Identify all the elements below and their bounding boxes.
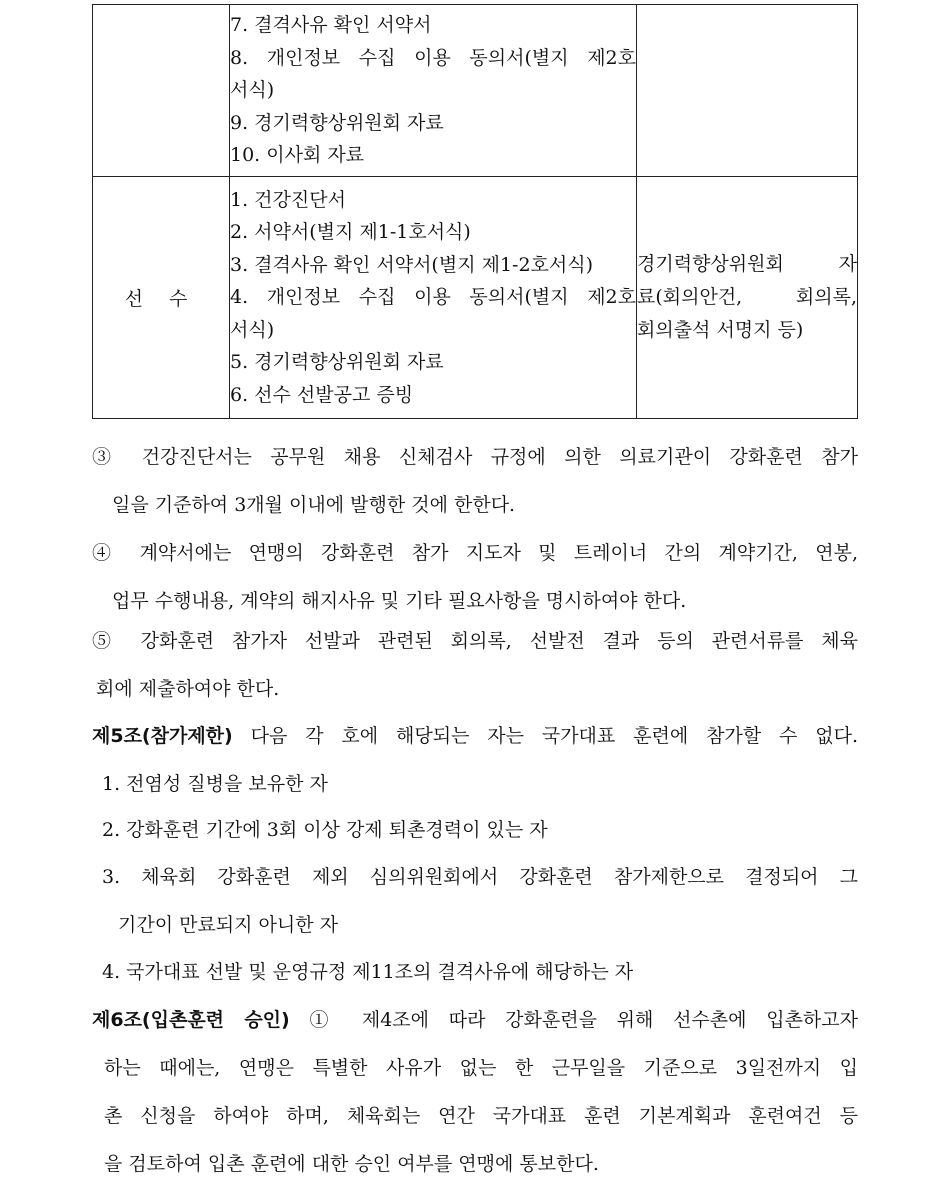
paragraph-line: 회에 제출하여야 한다. [96, 678, 280, 700]
article-text: 다음 각 호에 해당되는 자는 국가대표 훈련에 참가할 수 없다. [250, 725, 858, 747]
row-label-empty [93, 5, 230, 177]
paragraph-line: 하는 때에는, 연맹은 특별한 사유가 없는 한 근무일을 기준으로 3일전까지 입 [104, 1057, 858, 1079]
document-list [230, 177, 637, 419]
remarks-line: 경기력향상위원회 자 [637, 253, 857, 275]
article-5-header [92, 712, 858, 760]
article-5 [92, 712, 858, 760]
paragraph-3 [92, 433, 858, 529]
list-item-continuation: 서식) [230, 79, 275, 102]
remarks-cell [637, 177, 858, 419]
remarks-line: 료(회의안건, 회의록, [637, 286, 857, 308]
list-item: 5. 경기력향상위원회 자료 [230, 351, 444, 374]
article-text: ① 제4조에 따라 강화훈련을 위해 선수촌에 입촌하고자 [309, 1009, 858, 1031]
remarks-line: 회의출석 서명지 등) [637, 319, 804, 341]
paragraph-line: 을 검토하여 입촌 훈련에 대한 승인 여부를 연맹에 통보한다. [104, 1153, 599, 1175]
paragraph-4 [92, 529, 858, 625]
document-list [230, 5, 637, 177]
documents-table [92, 4, 858, 419]
list-item: 6. 선수 선발공고 증빙 [230, 383, 414, 406]
article-heading: 제6조(입촌훈련 승인) [92, 1009, 290, 1031]
paragraph-line: 일을 기준하여 3개월 이내에 발행한 것에 한한다. [112, 494, 516, 516]
paragraph-line: ⑤ 강화훈련 참가자 선발과 관련된 회의록, 선발전 결과 등의 관련서류를 체육 [92, 630, 858, 652]
list-item-continuation: 기간이 만료되지 아니한 자 [118, 914, 339, 936]
list-item: 1. 건강진단서 [230, 188, 346, 211]
list-item: 4. 국가대표 선발 및 운영규정 제11조의 결격사유에 해당하는 자 [102, 961, 634, 983]
list-item: 2. 서약서(별지 제1-1호서식) [230, 221, 471, 244]
paragraph-line: 촌 신청을 하여야 하며, 체육회는 연간 국가대표 훈련 기본계획과 훈련여건 등 [104, 1105, 858, 1127]
row-label-athlete: 선 수 [93, 177, 230, 419]
paragraph-line: ③ 건강진단서는 공무원 채용 신체검사 규정에 의한 의료기관이 강화훈련 참가 [92, 446, 858, 468]
list-item: 10. 이사회 자료 [230, 144, 365, 167]
list-item: 4. 개인정보 수집 이용 동의서(별지 제2호 [230, 286, 636, 309]
list-item: 7. 결격사유 확인 서약서 [230, 14, 432, 37]
list-item: 1. 전염성 질병을 보유한 자 [102, 773, 328, 795]
article-6 [92, 996, 858, 1188]
list-item: 8. 개인정보 수집 이용 동의서(별지 제2호 [230, 46, 636, 69]
list-item: 3. 체육회 강화훈련 제외 심의위원회에서 강화훈련 참가제한으로 결정되어 그 [102, 866, 858, 888]
paragraph-5 [92, 617, 858, 713]
remarks-empty [637, 5, 858, 177]
list-item: 9. 경기력향상위원회 자료 [230, 111, 444, 134]
table-row [93, 177, 858, 419]
list-item: 3. 결격사유 확인 서약서(별지 제1-2호서식) [230, 253, 594, 276]
paragraph-line: 업무 수행내용, 계약의 해지사유 및 기타 필요사항을 명시하여야 한다. [112, 590, 687, 612]
list-item: 2. 강화훈련 기간에 3회 이상 강제 퇴촌경력이 있는 자 [102, 819, 548, 841]
list-item-continuation: 서식) [230, 318, 275, 341]
article-6-header [92, 996, 858, 1044]
table-row [93, 5, 858, 177]
paragraph-line: ④ 계약서에는 연맹의 강화훈련 참가 지도자 및 트레이너 간의 계약기간, 연봉, [92, 542, 858, 564]
article-heading: 제5조(참가제한) [92, 725, 233, 747]
